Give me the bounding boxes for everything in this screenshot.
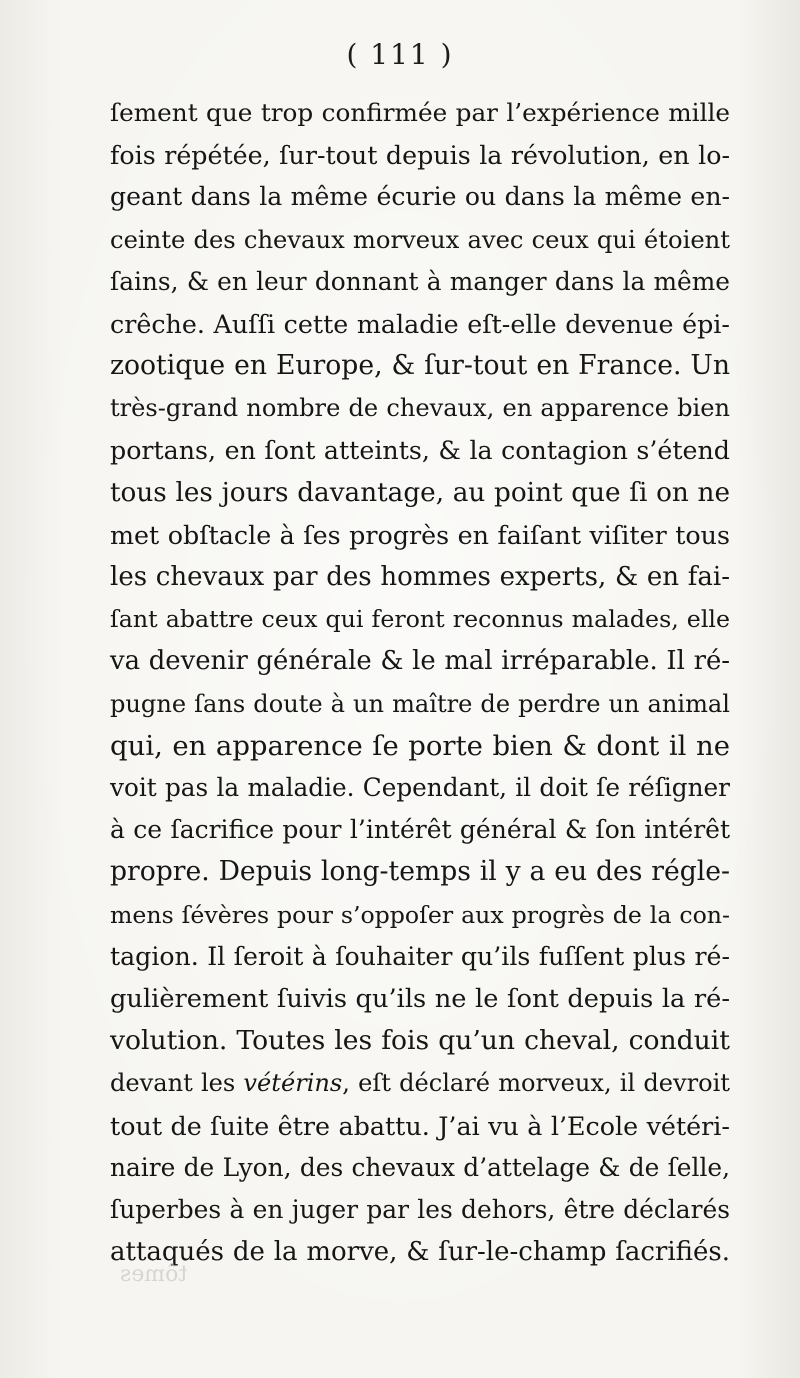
text-line-8: très-grand nombre de chevaux, en apparence bien xyxy=(110,394,730,423)
text-line-3: geant dans la même écurie ou dans la même en- xyxy=(110,182,730,212)
text-line-22: gulièrement ſuivis qu’ils ne le ſont depuis la ré- xyxy=(110,983,730,1014)
text-line-17: voit pas la maladie. Cependant, il doit ſe réſigner xyxy=(110,773,730,802)
bleed-through-text: tômes xyxy=(120,1262,188,1287)
text-line-16: qui, en apparence ſe porte bien & dont il ne xyxy=(110,729,730,762)
text-line-9: portans, en ſont atteints, & la contagion s’étend xyxy=(110,435,730,465)
text-line-24 xyxy=(110,1062,730,1104)
text-line-11: met obſtacle à ſes progrès en faiſant viſiter tous xyxy=(110,519,730,550)
text-line-13: ſant abattre ceux qui feront reconnus malades, elle xyxy=(110,605,730,634)
text-line-2: fois répétée, ſur-tout depuis la révolution, en lo- xyxy=(110,140,730,171)
text-line-7: zootique en Europe, & ſur-tout en France. Un xyxy=(110,350,730,382)
body-text xyxy=(110,92,730,1273)
text-line-21: tagion. Il ſeroit à ſouhaiter qu’ils fuſſent plus ré- xyxy=(110,941,730,971)
line-24-start: devant les xyxy=(110,1069,244,1098)
page-number: ( 111 ) xyxy=(346,38,454,71)
text-line-18: à ce ſacrifice pour l’intérêt général & ſon intérêt xyxy=(110,815,730,845)
text-line-14: va devenir générale & le mal irréparable. Il ré- xyxy=(110,646,730,677)
text-line-1: ſement que trop confirmée par l’expérience mille xyxy=(110,98,730,127)
italic-word-veterins: vétérins xyxy=(243,1069,343,1098)
text-line-4: ceinte des chevaux morveux avec ceux qui étoient xyxy=(110,225,730,254)
text-line-10: tous les jours davantage, au point que ſi on ne xyxy=(110,477,730,508)
text-line-27: ſuperbes à en juger par les dehors, être déclarés xyxy=(110,1194,730,1224)
text-line-23: volution. Toutes les fois qu’un cheval, conduit xyxy=(110,1025,730,1057)
text-line-5: ſains, & en leur donnant à manger dans la même xyxy=(110,266,730,296)
text-line-15: pugne ſans doute à un maître de perdre un animal xyxy=(110,689,730,718)
text-line-26: naire de Lyon, des chevaux d’attelage & de ſelle, xyxy=(110,1152,730,1182)
text-line-12: les chevaux par des hommes experts, & en fai- xyxy=(110,562,730,593)
text-line-25: tout de ſuite être abattu. J’ai vu à l’Ecole vétéri- xyxy=(110,1110,730,1141)
text-line-28: attaqués de la morve, & ſur-le-champ ſacrifiés. xyxy=(110,1237,730,1268)
text-line-20: mens ſévères pour s’oppoſer aux progrès de la con- xyxy=(110,900,730,929)
text-line-19: propre. Depuis long-temps il y a eu des régle- xyxy=(110,856,730,888)
line-24-end: , eſt déclaré morveux, il devroit xyxy=(342,1069,730,1098)
text-line-6: crêche. Auſſi cette maladie eſt-elle devenue épi- xyxy=(110,308,730,339)
